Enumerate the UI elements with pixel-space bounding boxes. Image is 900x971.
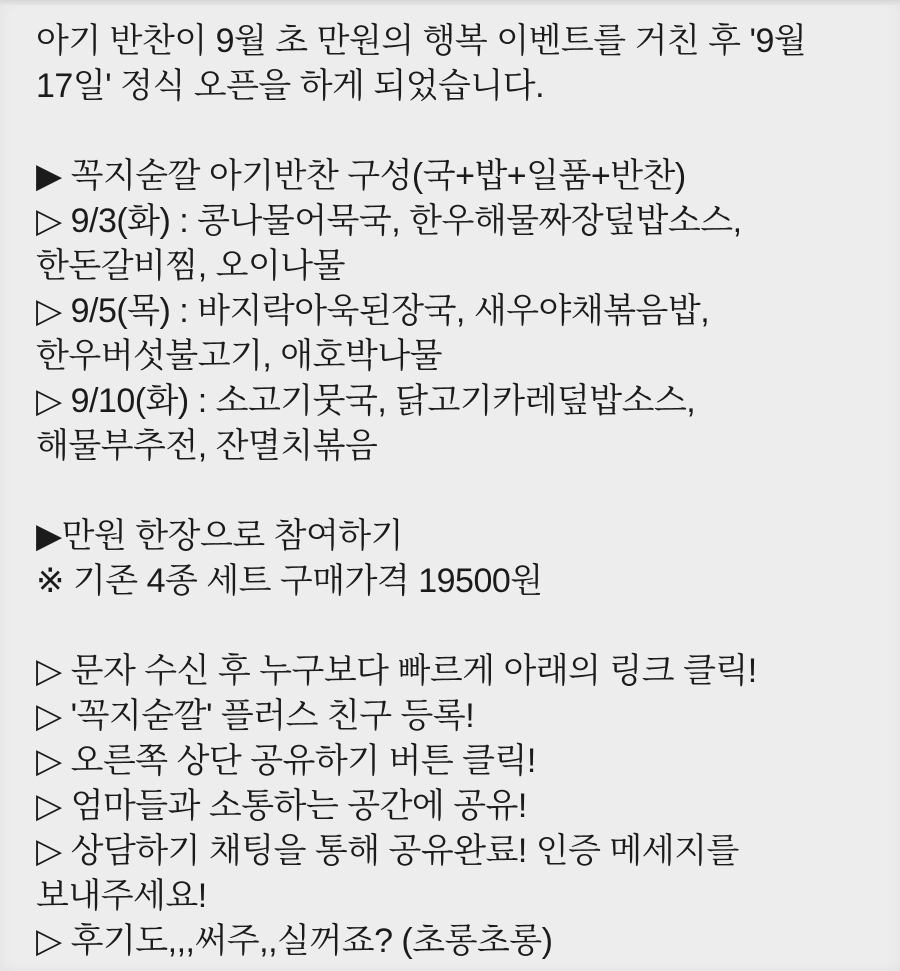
section-steps	[36, 649, 872, 964]
menu-item-line: ▷ 9/5(목) : 바지락아욱된장국, 새우야채볶음밥,	[36, 292, 710, 330]
menu-item-line: 한돈갈비찜, 오이나물	[36, 247, 345, 285]
intro-line: 아기 반찬이 9월 초 만원의 행복 이벤트를 거친 후 '9월	[36, 22, 807, 60]
step-line: ▷ 오른쪽 상단 공유하기 버튼 클릭!	[36, 742, 536, 780]
step-line: ▷ 문자 수신 후 누구보다 빠르게 아래의 링크 클릭!	[36, 652, 757, 690]
menu-item-line: ▷ 9/10(화) : 소고기뭇국, 닭고기카레덮밥소스,	[36, 382, 696, 420]
section-event	[36, 514, 872, 604]
event-heading: ▶만원 한장으로 참여하기	[36, 517, 403, 555]
menu-item-line: ▷ 9/3(화) : 콩나물어묵국, 한우해물짜장덮밥소스,	[36, 202, 742, 240]
step-line: ▷ 엄마들과 소통하는 공간에 공유!	[36, 787, 527, 825]
section-intro	[36, 19, 872, 109]
intro-line: 17일' 정식 오픈을 하게 되었습니다.	[36, 67, 545, 105]
menu-item-line: 한우버섯불고기, 애호박나물	[36, 337, 443, 375]
step-line: ▷ 상담하기 채팅을 통해 공유완료! 인증 메세지를	[36, 832, 739, 870]
price-note: ※ 기존 4종 세트 구매가격 19500원	[36, 562, 543, 600]
section-menu	[36, 154, 872, 469]
step-line: ▷ '꼭지숟깔' 플러스 친구 등록!	[36, 697, 475, 735]
menu-item-line: 해물부추전, 잔멸치볶음	[36, 427, 378, 465]
step-line: 보내주세요!	[36, 877, 207, 915]
step-line: ▷ 후기도,,,써주,,실꺼죠? (초롱초롱)	[36, 922, 553, 960]
menu-heading: ▶ 꼭지숟깔 아기반찬 구성(국+밥+일품+반찬)	[36, 157, 686, 195]
announcement-text-body	[0, 5, 900, 964]
